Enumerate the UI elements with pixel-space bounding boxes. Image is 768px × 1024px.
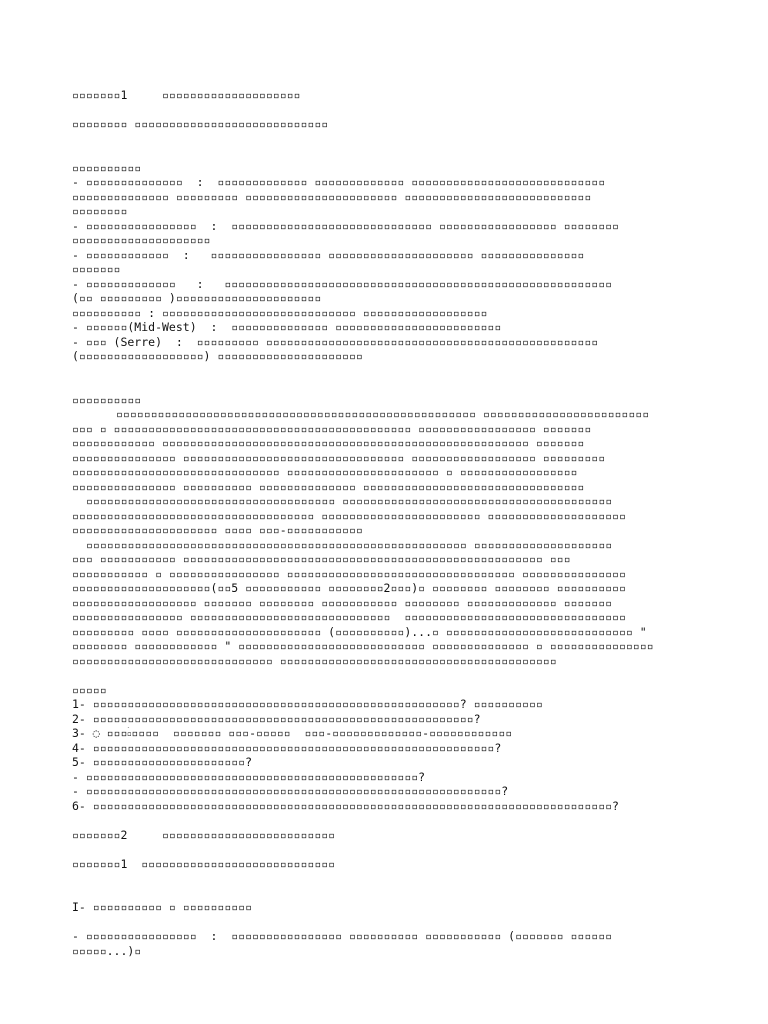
section-3 xyxy=(72,900,712,958)
question-item: - ▫▫▫▫▫▫▫▫▫▫▫▫▫▫▫▫▫▫▫▫▫▫▫▫▫▫▫▫▫▫▫▫▫▫▫▫▫▫▫▫▫▫▫▫▫▫▫▫? xyxy=(72,769,426,784)
part1-subtitle: ▫▫▫▫▫▫▫▫ ▫▫▫▫▫▫▫▫▫▫▫▫▫▫▫▫▫▫▫▫▫▫▫▫▫▫▫▫ xyxy=(72,117,329,131)
spacer xyxy=(72,842,712,857)
section-1-line: - ▫▫▫▫▫▫(Mid-West) : ▫▫▫▫▫▫▫▫▫▫▫▫▫▫ ▫▫▫▫▫▫▫▫▫▫▫▫▫▫▫▫▫▫▫▫▫▫▫▫ xyxy=(72,320,502,334)
part2-subtitle: ▫▫▫▫▫▫▫1 ▫▫▫▫▫▫▫▫▫▫▫▫▫▫▫▫▫▫▫▫▫▫▫▫▫▫▫▫ xyxy=(72,856,336,871)
paragraph-line: ▫▫▫▫▫▫▫▫▫▫▫▫ ▫▫▫▫▫▫▫▫▫▫▫▫▫▫▫▫▫▫▫▫▫▫▫▫▫▫▫▫▫▫▫▫▫▫▫▫▫▫▫▫▫▫▫▫▫▫▫▫▫▫▫▫▫ ▫▫▫▫▫▫▫ xyxy=(72,436,585,450)
questions-heading: ▫▫▫▫▫ xyxy=(72,682,107,697)
paragraph-line: ▫▫▫▫▫▫▫▫▫▫▫▫▫▫▫▫▫▫▫▫▫▫▫▫▫▫▫▫▫▫▫▫▫▫▫▫ ▫▫▫▫▫▫▫▫▫▫▫▫▫▫▫▫▫▫▫▫▫▫▫▫▫▫▫▫▫▫▫▫▫▫▫▫▫▫▫ xyxy=(86,494,613,508)
question-item: 6- ▫▫▫▫▫▫▫▫▫▫▫▫▫▫▫▫▫▫▫▫▫▫▫▫▫▫▫▫▫▫▫▫▫▫▫▫▫▫▫▫▫▫▫▫▫▫▫▫▫▫▫▫▫▫▫▫▫▫▫▫▫▫▫▫▫▫▫▫▫▫▫▫▫▫▫? xyxy=(72,798,619,813)
spacer xyxy=(72,668,712,683)
paragraph-line: ▫▫▫▫▫▫▫▫▫▫▫▫▫▫▫▫▫▫▫▫▫▫▫▫▫▫▫▫▫ ▫▫▫▫▫▫▫▫▫▫▫▫▫▫▫▫▫▫▫▫▫▫▫▫▫▫▫▫▫▫▫▫▫▫▫▫▫▫▫▫ xyxy=(72,653,557,668)
spacer xyxy=(72,915,712,930)
paragraph-line: ▫▫▫▫▫▫▫▫▫▫▫▫▫▫▫▫ ▫▫▫▫▫▫▫▫▫▫▫▫▫▫▫▫▫▫▫▫▫▫▫▫▫▫▫▫▫ ▫▫▫▫▫▫▫▫▫▫▫▫▫▫▫▫▫▫▫▫▫▫▫▫▫▫▫▫▫▫▫▫ xyxy=(72,610,626,624)
spacer xyxy=(72,364,712,393)
part2-title: ▫▫▫▫▫▫▫2 ▫▫▫▫▫▫▫▫▫▫▫▫▫▫▫▫▫▫▫▫▫▫▫▫▫ xyxy=(72,827,336,842)
paragraph-line: ▫▫▫ ▫ ▫▫▫▫▫▫▫▫▫▫▫▫▫▫▫▫▫▫▫▫▫▫▫▫▫▫▫▫▫▫▫▫▫▫▫▫▫▫▫▫▫▫▫ ▫▫▫▫▫▫▫▫▫▫▫▫▫▫▫▫▫ ▫▫▫▫▫▫▫ xyxy=(72,421,592,436)
question-item: 4- ▫▫▫▫▫▫▫▫▫▫▫▫▫▫▫▫▫▫▫▫▫▫▫▫▫▫▫▫▫▫▫▫▫▫▫▫▫▫▫▫▫▫▫▫▫▫▫▫▫▫▫▫▫▫▫▫▫▫? xyxy=(72,740,502,755)
section-1-line: ▫▫▫▫▫▫▫▫▫▫▫▫▫▫ ▫▫▫▫▫▫▫▫▫ ▫▫▫▫▫▫▫▫▫▫▫▫▫▫▫▫▫▫▫▫▫▫ ▫▫▫▫▫▫▫▫▫▫▫▫▫▫▫▫▫▫▫▫▫▫▫▫▫▫▫ xyxy=(72,189,592,204)
question-item: 2- ▫▫▫▫▫▫▫▫▫▫▫▫▫▫▫▫▫▫▫▫▫▫▫▫▫▫▫▫▫▫▫▫▫▫▫▫▫▫▫▫▫▫▫▫▫▫▫▫▫▫▫▫▫▫▫? xyxy=(72,711,481,726)
section-1-line: - ▫▫▫▫▫▫▫▫▫▫▫▫▫▫▫▫ : ▫▫▫▫▫▫▫▫▫▫▫▫▫▫▫▫▫▫▫▫▫▫▫▫▫▫▫▫▫ ▫▫▫▫▫▫▫▫▫▫▫▫▫▫▫▫▫ ▫▫▫▫▫▫▫▫ xyxy=(72,218,619,233)
paragraph-line: ▫▫▫▫▫▫▫▫ ▫▫▫▫▫▫▫▫▫▫▫▫ " ▫▫▫▫▫▫▫▫▫▫▫▫▫▫▫▫▫▫▫▫▫▫▫▫▫▫▫ ▫▫▫▫▫▫▫▫▫▫▫▫▫▫ ▫ ▫▫▫▫▫▫▫▫▫▫▫▫▫▫▫ xyxy=(72,639,654,653)
spacer xyxy=(72,103,712,118)
section-2-heading: ▫▫▫▫▫▫▫▫▫▫ xyxy=(72,392,142,407)
part1-title: ▫▫▫▫▫▫▫1 ▫▫▫▫▫▫▫▫▫▫▫▫▫▫▫▫▫▫▫▫ xyxy=(72,88,301,102)
section-1-line: (▫▫ ▫▫▫▫▫▫▫▫▫ )▫▫▫▫▫▫▫▫▫▫▫▫▫▫▫▫▫▫▫▫▫ xyxy=(72,291,322,305)
section-3-line: ▫▫▫▫▫...)▫ xyxy=(72,943,142,958)
section-1-heading: ▫▫▫▫▫▫▫▫▫▫ xyxy=(72,160,142,175)
section-1 xyxy=(72,161,712,364)
section-1-line: (▫▫▫▫▫▫▫▫▫▫▫▫▫▫▫▫▫▫) ▫▫▫▫▫▫▫▫▫▫▫▫▫▫▫▫▫▫▫▫▫ xyxy=(72,349,363,363)
section-1-line: ▫▫▫▫▫▫▫ xyxy=(72,262,121,276)
section-1-line: ▫▫▫▫▫▫▫▫ xyxy=(72,204,128,218)
section-1-line: - ▫▫▫▫▫▫▫▫▫▫▫▫▫▫ : ▫▫▫▫▫▫▫▫▫▫▫▫▫ ▫▫▫▫▫▫▫▫▫▫▫▫▫ ▫▫▫▫▫▫▫▫▫▫▫▫▫▫▫▫▫▫▫▫▫▫▫▫▫▫▫▫ xyxy=(72,175,606,189)
section-1-line: - ▫▫▫ (Serre) : ▫▫▫▫▫▫▫▫▫ ▫▫▫▫▫▫▫▫▫▫▫▫▫▫▫▫▫▫▫▫▫▫▫▫▫▫▫▫▫▫▫▫▫▫▫▫▫▫▫▫▫▫▫▫▫▫▫▫ xyxy=(72,334,599,349)
section-2 xyxy=(72,393,712,669)
paragraph-line: ▫▫▫ ▫▫▫▫▫▫▫▫▫▫▫ ▫▫▫▫▫▫▫▫▫▫▫▫▫▫▫▫▫▫▫▫▫▫▫▫▫▫▫▫▫▫▫▫▫▫▫▫▫▫▫▫▫▫▫▫▫▫▫▫▫▫▫▫ ▫▫▫ xyxy=(72,552,571,566)
paragraph-line: ▫▫▫▫▫▫▫▫▫ ▫▫▫▫ ▫▫▫▫▫▫▫▫▫▫▫▫▫▫▫▫▫▫▫▫▫ (▫▫▫▫▫▫▫▫▫▫)...▫ ▫▫▫▫▫▫▫▫▫▫▫▫▫▫▫▫▫▫▫▫▫▫▫▫▫▫▫ " xyxy=(72,624,647,639)
section-3-line: - ▫▫▫▫▫▫▫▫▫▫▫▫▫▫▫▫ : ▫▫▫▫▫▫▫▫▫▫▫▫▫▫▫▫ ▫▫▫▫▫▫▫▫▫▫ ▫▫▫▫▫▫▫▫▫▫▫ (▫▫▫▫▫▫▫ ▫▫▫▫▫▫ xyxy=(72,929,613,943)
question-item: 3- ◌ ▫▫▫▫ۛ▫▫▫▫ ▫▫▫▫▫▫▫ ▫▫▫-▫▫▫▫▫ ▫▫▫-▫▫▫▫▫▫▫▫▫▫▫▫▫-▫▫▫▫▫▫▫▫▫▫▫▫ xyxy=(72,726,513,740)
section-1-line: ▫▫▫▫▫▫▫▫▫▫▫▫▫▫▫▫▫▫▫▫ xyxy=(72,233,211,247)
spacer xyxy=(72,132,712,161)
paragraph-line: ▫▫▫▫▫▫▫▫▫▫▫▫▫▫▫▫▫▫▫▫▫▫▫▫▫▫▫▫▫▫▫▫▫▫▫▫▫▫▫▫▫▫▫▫▫▫▫▫▫▫▫▫▫▫▫ ▫▫▫▫▫▫▫▫▫▫▫▫▫▫▫▫▫▫▫▫ xyxy=(86,537,613,552)
question-item: 5- ▫▫▫▫▫▫▫▫▫▫▫▫▫▫▫▫▫▫▫▫▫▫? xyxy=(72,755,253,769)
section-1-line: - ▫▫▫▫▫▫▫▫▫▫▫▫▫ : ▫▫▫▫▫▫▫▫▫▫▫▫▫▫▫▫▫▫▫▫▫▫▫▫▫▫▫▫▫▫▫▫▫▫▫▫▫▫▫▫▫▫▫▫▫▫▫▫▫▫▫▫▫▫▫▫ xyxy=(72,276,613,291)
paragraph-line: ▫▫▫▫▫▫▫▫▫▫▫▫▫▫▫▫▫▫ ▫▫▫▫▫▫▫ ▫▫▫▫▫▫▫▫ ▫▫▫▫▫▫▫▫▫▫▫ ▫▫▫▫▫▫▫▫ ▫▫▫▫▫▫▫▫▫▫▫▫▫ ▫▫▫▫▫▫▫ xyxy=(72,595,613,610)
paragraph-line: ▫▫▫▫▫▫▫▫▫▫▫▫▫▫▫▫▫▫▫▫▫ ▫▫▫▫ ▫▫▫-▫▫▫▫▫▫▫▫▫▫▫ xyxy=(72,523,363,537)
section-1-line: - ▫▫▫▫▫▫▫▫▫▫▫▫ : ▫▫▫▫▫▫▫▫▫▫▫▫▫▫▫▫ ▫▫▫▫▫▫▫▫▫▫▫▫▫▫▫▫▫▫▫▫▫ ▫▫▫▫▫▫▫▫▫▫▫▫▫▫▫ xyxy=(72,247,585,262)
questions-section xyxy=(72,683,712,814)
paragraph-line: ▫▫▫▫▫▫▫▫▫▫▫▫▫▫▫▫▫▫▫▫(▫▫5 ▫▫▫▫▫▫▫▫▫▫▫ ▫▫▫▫▫▫▫▫2▫▫▫)▫ ▫▫▫▫▫▫▫▫ ▫▫▫▫▫▫▫▫ ▫▫▫▫▫▫▫▫▫▫ xyxy=(72,581,626,595)
paragraph-line: ▫▫▫▫▫▫▫▫▫▫▫▫▫▫▫ ▫▫▫▫▫▫▫▫▫▫ ▫▫▫▫▫▫▫▫▫▫▫▫▫▫ ▫▫▫▫▫▫▫▫▫▫▫▫▫▫▫▫▫▫▫▫▫▫▫▫▫▫▫▫▫▫▫▫ xyxy=(72,479,585,494)
section-1-line: ▫▫▫▫▫▫▫▫▫▫ : ▫▫▫▫▫▫▫▫▫▫▫▫▫▫▫▫▫▫▫▫▫▫▫▫▫▫▫▫ ▫▫▫▫▫▫▫▫▫▫▫▫▫▫▫▫▫▫ xyxy=(72,305,488,320)
spacer xyxy=(72,871,712,900)
paragraph-line: ▫▫▫▫▫▫▫▫▫▫▫▫▫▫▫ ▫▫▫▫▫▫▫▫▫▫▫▫▫▫▫▫▫▫▫▫▫▫▫▫▫▫▫▫▫▫▫▫ ▫▫▫▫▫▫▫▫▫▫▫▫▫▫▫▫▫▫ ▫▫▫▫▫▫▫▫▫ xyxy=(72,450,606,465)
paragraph-line: ▫▫▫▫▫▫▫▫▫▫▫ ▫ ▫▫▫▫▫▫▫▫▫▫▫▫▫▫▫▫ ▫▫▫▫▫▫▫▫▫▫▫▫▫▫▫▫▫▫▫▫▫▫▫▫▫▫▫▫▫▫▫▫▫ ▫▫▫▫▫▫▫▫▫▫▫▫▫▫▫ xyxy=(72,566,626,581)
spacer xyxy=(72,813,712,828)
paragraph-line: ▫▫▫▫▫▫▫▫▫▫▫▫▫▫▫▫▫▫▫▫▫▫▫▫▫▫▫▫▫▫ ▫▫▫▫▫▫▫▫▫▫▫▫▫▫▫▫▫▫▫▫▫▫ ▫ ▫▫▫▫▫▫▫▫▫▫▫▫▫▫▫▫▫ xyxy=(72,465,578,479)
question-item: 1- ▫▫▫▫▫▫▫▫▫▫▫▫▫▫▫▫▫▫▫▫▫▫▫▫▫▫▫▫▫▫▫▫▫▫▫▫▫▫▫▫▫▫▫▫▫▫▫▫▫▫▫▫▫? ▫▫▫▫▫▫▫▫▫▫ xyxy=(72,697,543,711)
section-2-first-line: ▫▫▫▫▫▫▫▫▫▫▫▫▫▫▫▫▫▫▫▫▫▫▫▫▫▫▫▫▫▫▫▫▫▫▫▫▫▫▫▫▫▫▫▫▫▫▫▫▫▫▫▫ ▫▫▫▫▫▫▫▫▫▫▫▫▫▫▫▫▫▫▫▫▫▫▫▫ xyxy=(116,407,650,421)
section-3-heading: I- ▫▫▫▫▫▫▫▫▫▫ ▫ ▫▫▫▫▫▫▫▫▫▫ xyxy=(72,900,253,914)
paragraph-line: ▫▫▫▫▫▫▫▫▫▫▫▫▫▫▫▫▫▫▫▫▫▫▫▫▫▫▫▫▫▫▫▫▫▫▫ ▫▫▫▫▫▫▫▫▫▫▫▫▫▫▫▫▫▫▫▫▫▫▫ ▫▫▫▫▫▫▫▫▫▫▫▫▫▫▫▫▫▫▫▫ xyxy=(72,508,626,523)
document-page xyxy=(72,88,712,958)
question-item: - ▫▫▫▫▫▫▫▫▫▫▫▫▫▫▫▫▫▫▫▫▫▫▫▫▫▫▫▫▫▫▫▫▫▫▫▫▫▫▫▫▫▫▫▫▫▫▫▫▫▫▫▫▫▫▫▫▫▫▫▫? xyxy=(72,784,509,798)
